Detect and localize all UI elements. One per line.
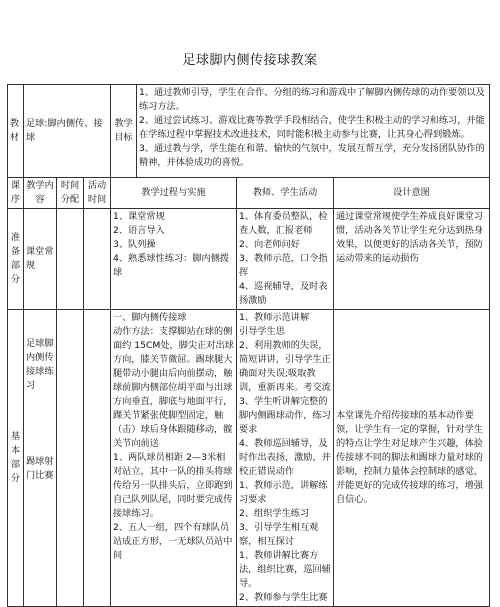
header-content: 教学内容: [24, 178, 57, 209]
prep-process: 1、课堂常规 2、语言导入 3、队列操 4、熟悉球性练习：脚内侧拨球: [111, 209, 237, 310]
prep-design: 通过课堂常规使学生养成良好课堂习惯，活动各关节让学生充分达到热身效果，以便更好的活动各关节，预防运动带来的运动损伤: [334, 209, 490, 310]
header-section: 课序: [8, 178, 24, 209]
basic-activities: 1、教师示范讲解 引导学生思 2、利用教师的失误，简短讲讲，引导学生正确面对失误;吸取教训，重新再来。考交流 3、学生听讲解完整的脚内侧踢球动作，练习要求 4、教师巡回辅导，及时作出表扬，激励，并校正错误动作 1、教师示范，讲解练习要求 2、组织学生练习 3、引导学生相互观察，相互探讨 1、教师讲解比赛方法，组织比赛，巡回辅导。 2、教师参与学生比赛: [237, 310, 334, 607]
prep-time: [57, 209, 84, 310]
lesson-content-label: 教材: [8, 85, 24, 178]
table-header-row: [8, 178, 490, 209]
objectives-label: 教学目标: [111, 85, 137, 178]
prep-section: 准备部分: [8, 209, 24, 310]
prep-content: 课堂常规: [24, 209, 57, 310]
header-time: 时间分配: [57, 178, 84, 209]
objectives-text: 1、通过教师引导，学生在合作、分组的练习和游戏中了解脚内侧传球的动作要领以及练习方法。 2、通过尝试练习、游戏比赛等教学手段相结合，使学生积极主动的学习和练习，并能在学练过程中掌握技术改进技术，同时能积极主动参与比赛，让其身心得到锻炼。 3、通过教与学，学生能在和谐、愉快的气氛中，发展互帮互学，充分发扬团队协作的精神，并体验成功的喜悦。: [137, 85, 490, 178]
lesson-content-value: 足球:脚内侧传、接球: [24, 85, 111, 178]
prep-activities: 1、体育委员整队，检查人数，汇报老师 2、向老师问好 3、教师示范，口令指挥 4、巡视辅导，及时表扬激励: [237, 209, 334, 310]
basic-time: [57, 310, 84, 607]
basic-process: 一、脚内侧传接球 动作方法：支撑脚站在球的侧面约 15CM处，脚尖正对出球方向，膝关节微屈。踢球腿大腿带动小腿由后向前摆动，触球前脚内侧部位胡平面与出球方向垂直，脚底与地面平行，踝关节紧张使脚型固定，触（击）球后身体跟随移动，髋关节向前送 1、两队球员相距 2—3米相对站立，其中一队的排头将球传给另一队排头后，立即跑到自己队列队尾，同时要完成传接球练习。 2、五人一组，四个有球队员站成正方形，一无球队员站中间: [111, 310, 237, 607]
basic-content-item-2: 踢球射门比赛: [26, 456, 54, 481]
document-title: 足球脚内侧传接球教案: [182, 53, 318, 68]
prep-count: [84, 209, 111, 310]
basic-content-item-1: 足球脚内侧传接球练习: [26, 338, 54, 391]
header-activities: 教师、学生活动: [237, 178, 334, 209]
header-design: 设计意图: [334, 178, 490, 209]
basic-content: [24, 310, 57, 607]
lesson-plan-table: [7, 84, 490, 607]
basic-section: 基本部分: [8, 310, 24, 607]
header-count: 活动时间: [84, 178, 111, 209]
header-process: 教学过程与实施: [111, 178, 237, 209]
basic-count: [84, 310, 111, 607]
basic-row: [8, 310, 490, 607]
prep-row: [8, 209, 490, 310]
objectives-row: [8, 85, 490, 178]
basic-design: 本堂课先介绍传接球的基本动作要领，让学生有一定的掌握，针对学生的特点让学生对足球产生兴趣，体验传接球不同的脚法和踢球力量对球的影响，控制力量体会控制球的感觉，并能更好的完成传接球的练习，增强自信心。: [334, 310, 490, 607]
